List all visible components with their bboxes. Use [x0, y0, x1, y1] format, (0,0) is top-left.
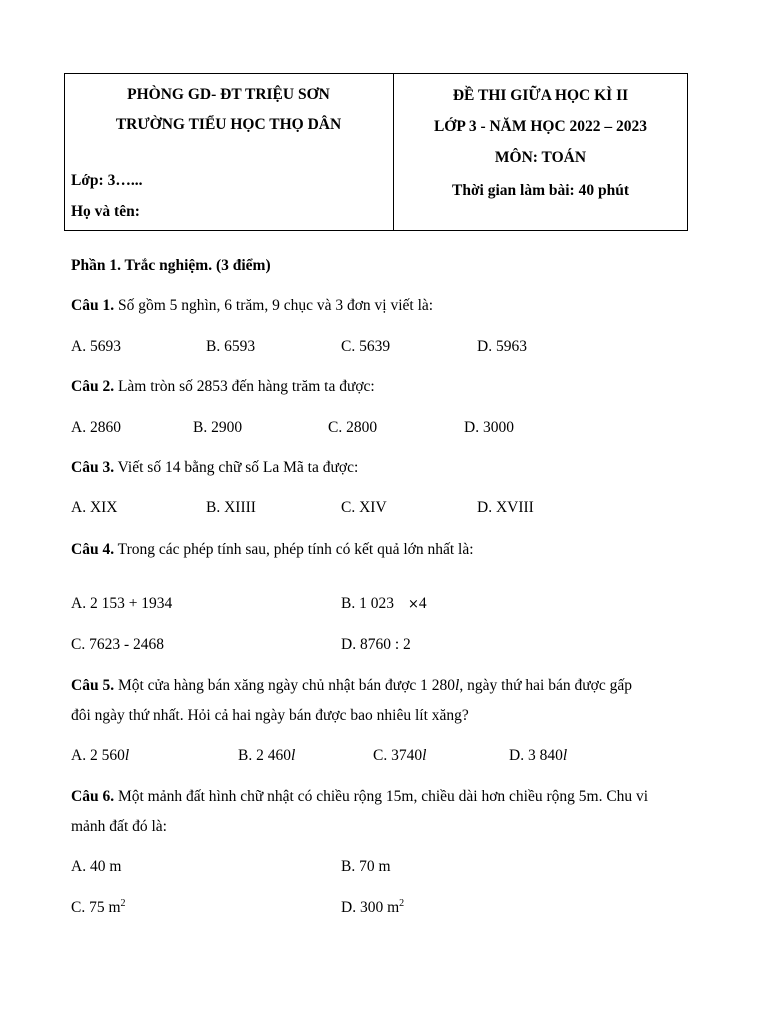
option-d — [509, 746, 567, 766]
question-label: Câu 5. — [71, 677, 115, 694]
question-1 — [71, 296, 433, 316]
option-d — [341, 898, 404, 918]
student-name-label: Họ và tên: — [71, 203, 140, 220]
unit-liter: l — [290, 747, 296, 764]
unit-liter: l — [455, 677, 460, 694]
option-a — [71, 746, 129, 766]
option-c — [373, 746, 426, 766]
question-label: Câu 1. — [71, 297, 115, 314]
option-c: C. 2800 — [328, 419, 378, 436]
option-c-value: C. 3740 — [373, 747, 423, 764]
question-label: Câu 3. — [71, 459, 115, 476]
question-5 — [71, 676, 632, 696]
option-d-value: D. 3 840 — [509, 747, 563, 764]
option-c: C. 7623 - 2468 — [71, 636, 164, 653]
question-text: Trong các phép tính sau, phép tính có kết quả lớn nhất là: — [114, 541, 474, 558]
option-c: C. XIV — [341, 499, 387, 516]
option-d: D. XVIII — [477, 499, 534, 516]
question-text: Viết số 14 bằng chữ số La Mã ta được: — [114, 459, 359, 476]
option-c-value: C. 75 m — [71, 899, 121, 916]
option-d: D. 5963 — [477, 338, 527, 355]
option-c: C. 5639 — [341, 338, 391, 355]
option-b: B. XIIII — [206, 499, 256, 516]
option-c — [71, 898, 126, 918]
option-b-operand: 4 — [418, 595, 427, 612]
option-a: A. 5693 — [71, 338, 121, 355]
option-b: B. 2900 — [193, 419, 243, 436]
section-title: Phần 1. Trắc nghiệm. (3 điểm) — [71, 257, 271, 274]
option-a: A. 2 153 + 1934 — [71, 595, 173, 612]
question-text: Một mảnh đất hình chữ nhật có chiều rộng 15m, chiều dài hơn chiều rộng 5m. Chu vi — [114, 788, 649, 805]
unit-liter: l — [562, 747, 568, 764]
option-d: D. 8760 : 2 — [341, 636, 411, 653]
question-text: Một cửa hàng bán xăng ngày chủ nhật bán được 1 280 — [114, 677, 456, 694]
option-d-value: D. 300 m — [341, 899, 400, 916]
unit-liter: l — [124, 747, 130, 764]
option-a: A. XIX — [71, 499, 118, 516]
option-a: A. 40 m — [71, 858, 122, 875]
superscript-2: 2 — [120, 897, 126, 909]
question-text: Số gồm 5 nghìn, 6 trăm, 9 chục và 3 đơn vị viết là: — [114, 297, 434, 314]
grade-year: LỚP 3 - NĂM HỌC 2022 – 2023 — [433, 118, 648, 135]
times-icon: × — [407, 597, 419, 612]
question-6 — [71, 787, 648, 807]
unit-liter: l — [422, 747, 427, 764]
option-a: A. 2860 — [71, 419, 121, 436]
question-4 — [71, 540, 474, 560]
option-b — [341, 594, 427, 615]
option-b: B. 6593 — [206, 338, 256, 355]
superscript-2: 2 — [399, 897, 405, 909]
question-label: Câu 6. — [71, 788, 115, 805]
school-name: TRƯỜNG TIỂU HỌC THỌ DÂN — [115, 116, 342, 133]
question-text: Làm tròn số 2853 đến hàng trăm ta được: — [114, 378, 375, 395]
question-5-line2: đôi ngày thứ nhất. Hỏi cả hai ngày bán được bao nhiêu lít xăng? — [71, 707, 469, 724]
question-2 — [71, 377, 375, 397]
time-limit: Thời gian làm bài: 40 phút — [452, 182, 629, 199]
department-name: PHÒNG GD- ĐT TRIỆU SƠN — [127, 86, 330, 103]
question-label: Câu 4. — [71, 541, 115, 558]
option-d: D. 3000 — [464, 419, 514, 436]
question-label: Câu 2. — [71, 378, 115, 395]
option-a-value: A. 2 560 — [71, 747, 125, 764]
option-b-text: B. 1 023 — [341, 595, 394, 612]
exam-title: ĐỀ THI GIỮA HỌC KÌ II — [452, 87, 629, 104]
question-6-line2: mảnh đất đó là: — [71, 818, 167, 835]
class-label: Lớp: 3…... — [71, 172, 143, 189]
option-b: B. 70 m — [341, 858, 391, 875]
question-text-cont: , ngày thứ hai bán được gấp — [459, 677, 632, 694]
option-b-value: B. 2 460 — [238, 747, 291, 764]
subject: MÔN: TOÁN — [494, 149, 587, 166]
question-3 — [71, 458, 358, 478]
option-b — [238, 746, 295, 766]
